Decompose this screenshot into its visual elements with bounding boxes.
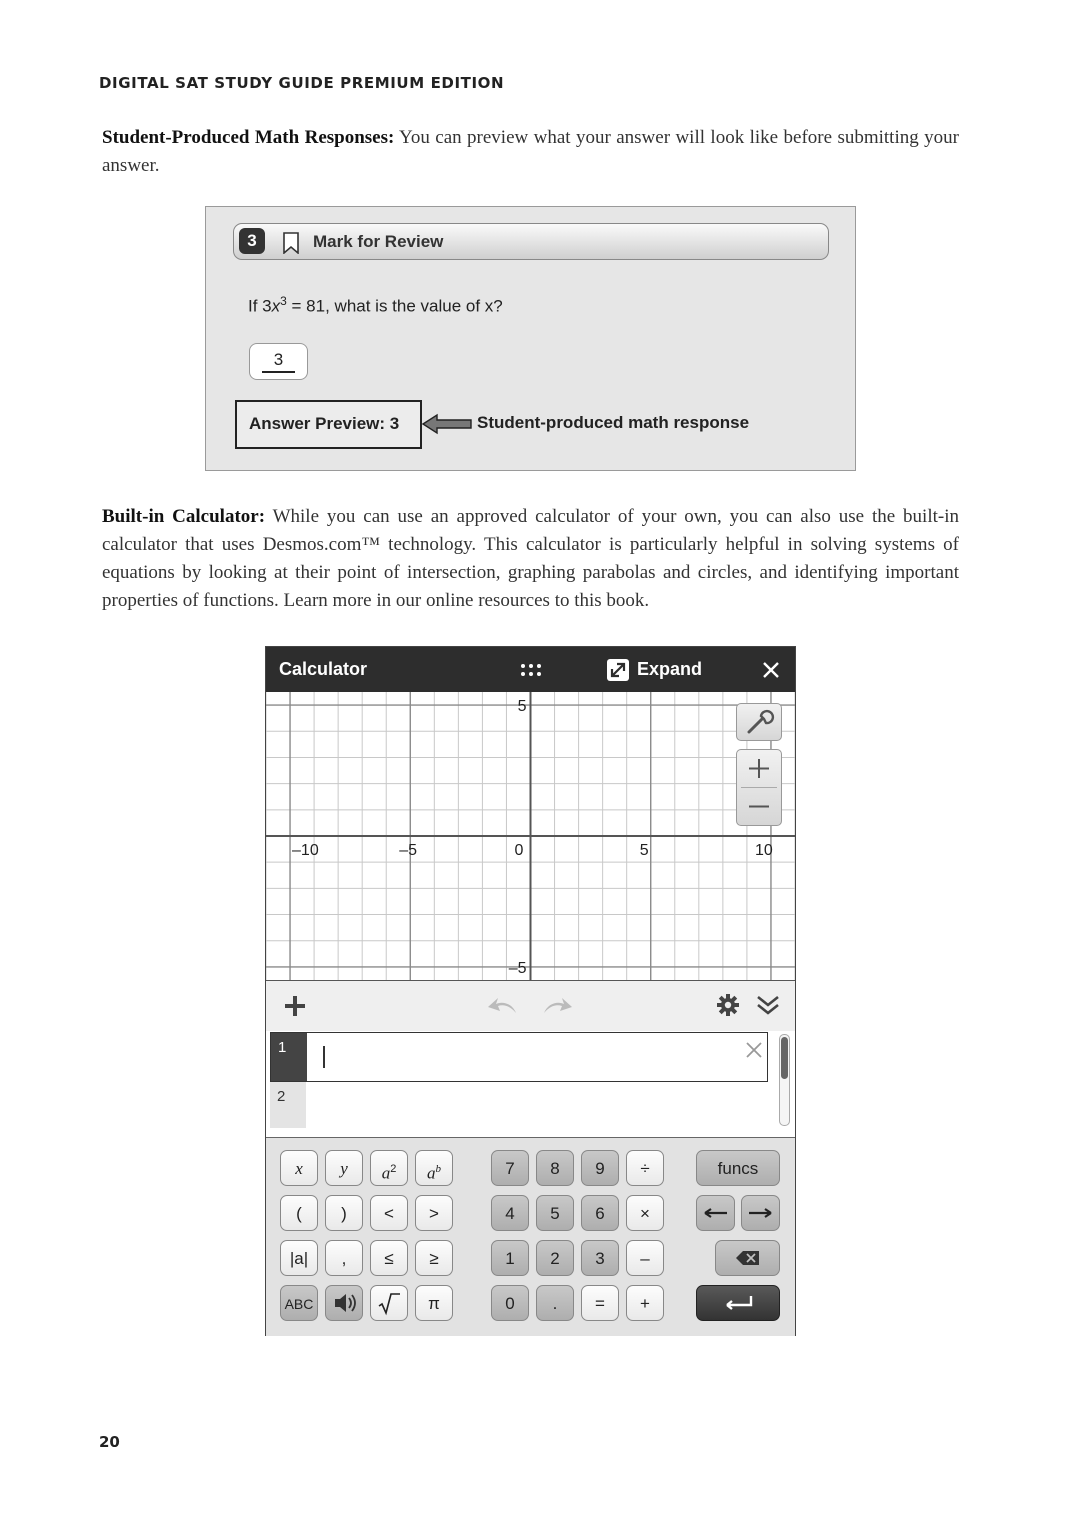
left-arrow-key[interactable] xyxy=(696,1195,735,1231)
divide-key[interactable] xyxy=(626,1150,664,1186)
redo-icon[interactable] xyxy=(540,995,574,1015)
key-label: – xyxy=(640,1249,650,1268)
open-paren-key[interactable] xyxy=(280,1195,318,1231)
key-label: 2 xyxy=(550,1249,560,1268)
sqrt-icon xyxy=(371,1286,407,1320)
answer-input[interactable] xyxy=(249,343,308,380)
square-key[interactable]: $a^2$ xyxy=(370,1150,408,1186)
key-label: 5 xyxy=(550,1204,560,1223)
key-label: 4 xyxy=(505,1204,515,1223)
digit-key-1[interactable] xyxy=(491,1240,529,1276)
paragraph-built-in-calculator xyxy=(102,503,959,615)
enter-key[interactable] xyxy=(696,1285,780,1321)
key-label: < xyxy=(384,1204,394,1223)
key-label: ) xyxy=(341,1204,347,1223)
key-label: ≤ xyxy=(384,1249,394,1268)
x-tick-label: –5 xyxy=(399,842,418,859)
answer-preview-label: Answer Preview: 3 xyxy=(249,414,400,433)
speaker-key[interactable] xyxy=(325,1285,363,1321)
close-paren-key[interactable] xyxy=(325,1195,363,1231)
digit-key-5[interactable] xyxy=(536,1195,574,1231)
digit-key-6[interactable] xyxy=(581,1195,619,1231)
answer-preview-box xyxy=(235,400,422,449)
expression-row[interactable] xyxy=(270,1082,775,1128)
greater-than-key[interactable] xyxy=(415,1195,453,1231)
drag-handle-icon[interactable] xyxy=(520,663,542,682)
zoom-in-icon[interactable] xyxy=(737,750,781,787)
digit-key-4[interactable] xyxy=(491,1195,529,1231)
graph-settings-button[interactable] xyxy=(736,703,782,741)
enter-icon xyxy=(697,1286,779,1320)
greater-equal-key[interactable] xyxy=(415,1240,453,1276)
paragraph-student-produced xyxy=(102,124,959,180)
key-label: ABC xyxy=(284,1296,314,1312)
zoom-out-icon[interactable] xyxy=(737,788,781,825)
equals-key[interactable] xyxy=(581,1285,619,1321)
x-tick-label: 0 xyxy=(514,842,524,859)
mark-for-review-bar[interactable] xyxy=(233,223,829,260)
comma-key[interactable] xyxy=(325,1240,363,1276)
key-label: π xyxy=(428,1294,440,1313)
page-number: 20 xyxy=(99,1433,120,1451)
expression-row-number: 2 xyxy=(270,1082,306,1128)
undo-icon[interactable] xyxy=(486,995,520,1015)
x-key[interactable]: x xyxy=(280,1150,318,1186)
sqrt-key[interactable] xyxy=(370,1285,408,1321)
key-label: |a| xyxy=(289,1249,309,1268)
question-text: If $3x^3 = 81$, what is the value of x? xyxy=(248,294,503,316)
abc-key[interactable] xyxy=(280,1285,318,1321)
key-label: 1 xyxy=(505,1249,515,1268)
paragraph-body: You can preview what your answer will look like before submitting your answer. xyxy=(102,127,959,176)
pi-key[interactable] xyxy=(415,1285,453,1321)
funcs-key[interactable]: funcs xyxy=(696,1150,780,1186)
key-label: 3 xyxy=(595,1249,605,1268)
arrow-right-icon xyxy=(742,1196,779,1230)
callout-arrow-icon xyxy=(421,412,473,441)
speaker-icon xyxy=(326,1286,362,1320)
answer-value: 3 xyxy=(273,350,284,369)
paragraph-lead: Built-in Calculator: xyxy=(102,506,266,527)
expression-row-number: 1 xyxy=(271,1033,307,1081)
key-label: 0 xyxy=(505,1294,515,1313)
calculator-keypad xyxy=(266,1137,795,1336)
question-preview-figure xyxy=(205,206,856,471)
digit-key-8[interactable] xyxy=(536,1150,574,1186)
key-label: . xyxy=(552,1294,558,1313)
expression-row-active[interactable] xyxy=(270,1032,768,1082)
key-label: , xyxy=(341,1249,347,1268)
close-icon[interactable] xyxy=(761,660,781,685)
key-label: 6 xyxy=(595,1204,605,1223)
plus-key[interactable] xyxy=(626,1285,664,1321)
x-tick-label: 10 xyxy=(754,842,773,859)
desmos-calculator xyxy=(265,646,796,1336)
key-label: > xyxy=(429,1204,439,1223)
y-tick-label: –5 xyxy=(508,959,527,977)
delete-expression-icon[interactable] xyxy=(745,1041,763,1059)
digit-key-2[interactable] xyxy=(536,1240,574,1276)
multiply-key[interactable] xyxy=(626,1195,664,1231)
bookmark-icon[interactable] xyxy=(282,232,300,259)
backspace-icon xyxy=(716,1241,779,1275)
digit-key-3[interactable] xyxy=(581,1240,619,1276)
x-tick-label: 5 xyxy=(639,842,649,859)
y-key[interactable]: y xyxy=(325,1150,363,1186)
key-label: 8 xyxy=(550,1159,560,1178)
key-label: 9 xyxy=(595,1159,605,1178)
expression-scrollbar[interactable] xyxy=(779,1034,790,1126)
right-arrow-key[interactable] xyxy=(741,1195,780,1231)
zoom-controls xyxy=(736,749,782,826)
decimal-key[interactable] xyxy=(536,1285,574,1321)
gear-icon[interactable] xyxy=(717,994,739,1016)
key-label: × xyxy=(640,1204,650,1223)
expand-icon xyxy=(606,658,630,687)
digit-key-9[interactable] xyxy=(581,1150,619,1186)
abs-key[interactable] xyxy=(280,1240,318,1276)
expression-list xyxy=(270,1032,786,1128)
key-label: ( xyxy=(296,1204,302,1223)
mark-for-review-label: Mark for Review xyxy=(313,232,444,251)
backspace-key[interactable] xyxy=(715,1240,780,1276)
question-number-badge: 3 xyxy=(239,228,265,254)
calculator-title: Calculator xyxy=(279,659,368,679)
arrow-left-icon xyxy=(697,1196,734,1230)
add-expression-icon[interactable] xyxy=(284,995,306,1017)
key-label: ≥ xyxy=(429,1249,439,1268)
key-label: ÷ xyxy=(640,1159,650,1178)
minus-key[interactable] xyxy=(626,1240,664,1276)
less-than-key[interactable] xyxy=(370,1195,408,1231)
calculator-header xyxy=(266,647,795,692)
answer-underline xyxy=(262,371,295,373)
running-head: DIGITAL SAT STUDY GUIDE PREMIUM EDITION xyxy=(99,74,505,92)
expand-label: Expand xyxy=(637,659,703,679)
wrench-icon xyxy=(737,704,781,740)
graph-area[interactable] xyxy=(266,692,795,980)
digit-key-7[interactable] xyxy=(491,1150,529,1186)
key-label: = xyxy=(595,1294,605,1313)
key-label: 7 xyxy=(505,1159,515,1178)
paragraph-body: While you can use an approved calculator of your own, you can also use the built-in calculator that uses Desmos.com™ technology. This calculator is particularly helpful in solving systems of equations by looking at their point of intersection, graphing parabolas and circles, and identifying important properties of functions. Learn more in our online resources to this book. xyxy=(102,506,959,611)
collapse-chevrons-icon[interactable] xyxy=(756,994,780,1016)
callout-label: Student-produced math response xyxy=(477,413,750,432)
digit-key-0[interactable] xyxy=(491,1285,529,1321)
paragraph-lead: Student-Produced Math Responses: xyxy=(102,127,395,148)
power-key[interactable]: $a^b$ xyxy=(415,1150,453,1186)
y-tick-label: 5 xyxy=(517,698,527,716)
x-tick-label: –10 xyxy=(292,842,319,859)
expression-toolbar xyxy=(266,980,795,1031)
less-equal-key[interactable] xyxy=(370,1240,408,1276)
text-cursor xyxy=(323,1046,325,1068)
key-label: + xyxy=(640,1294,650,1313)
